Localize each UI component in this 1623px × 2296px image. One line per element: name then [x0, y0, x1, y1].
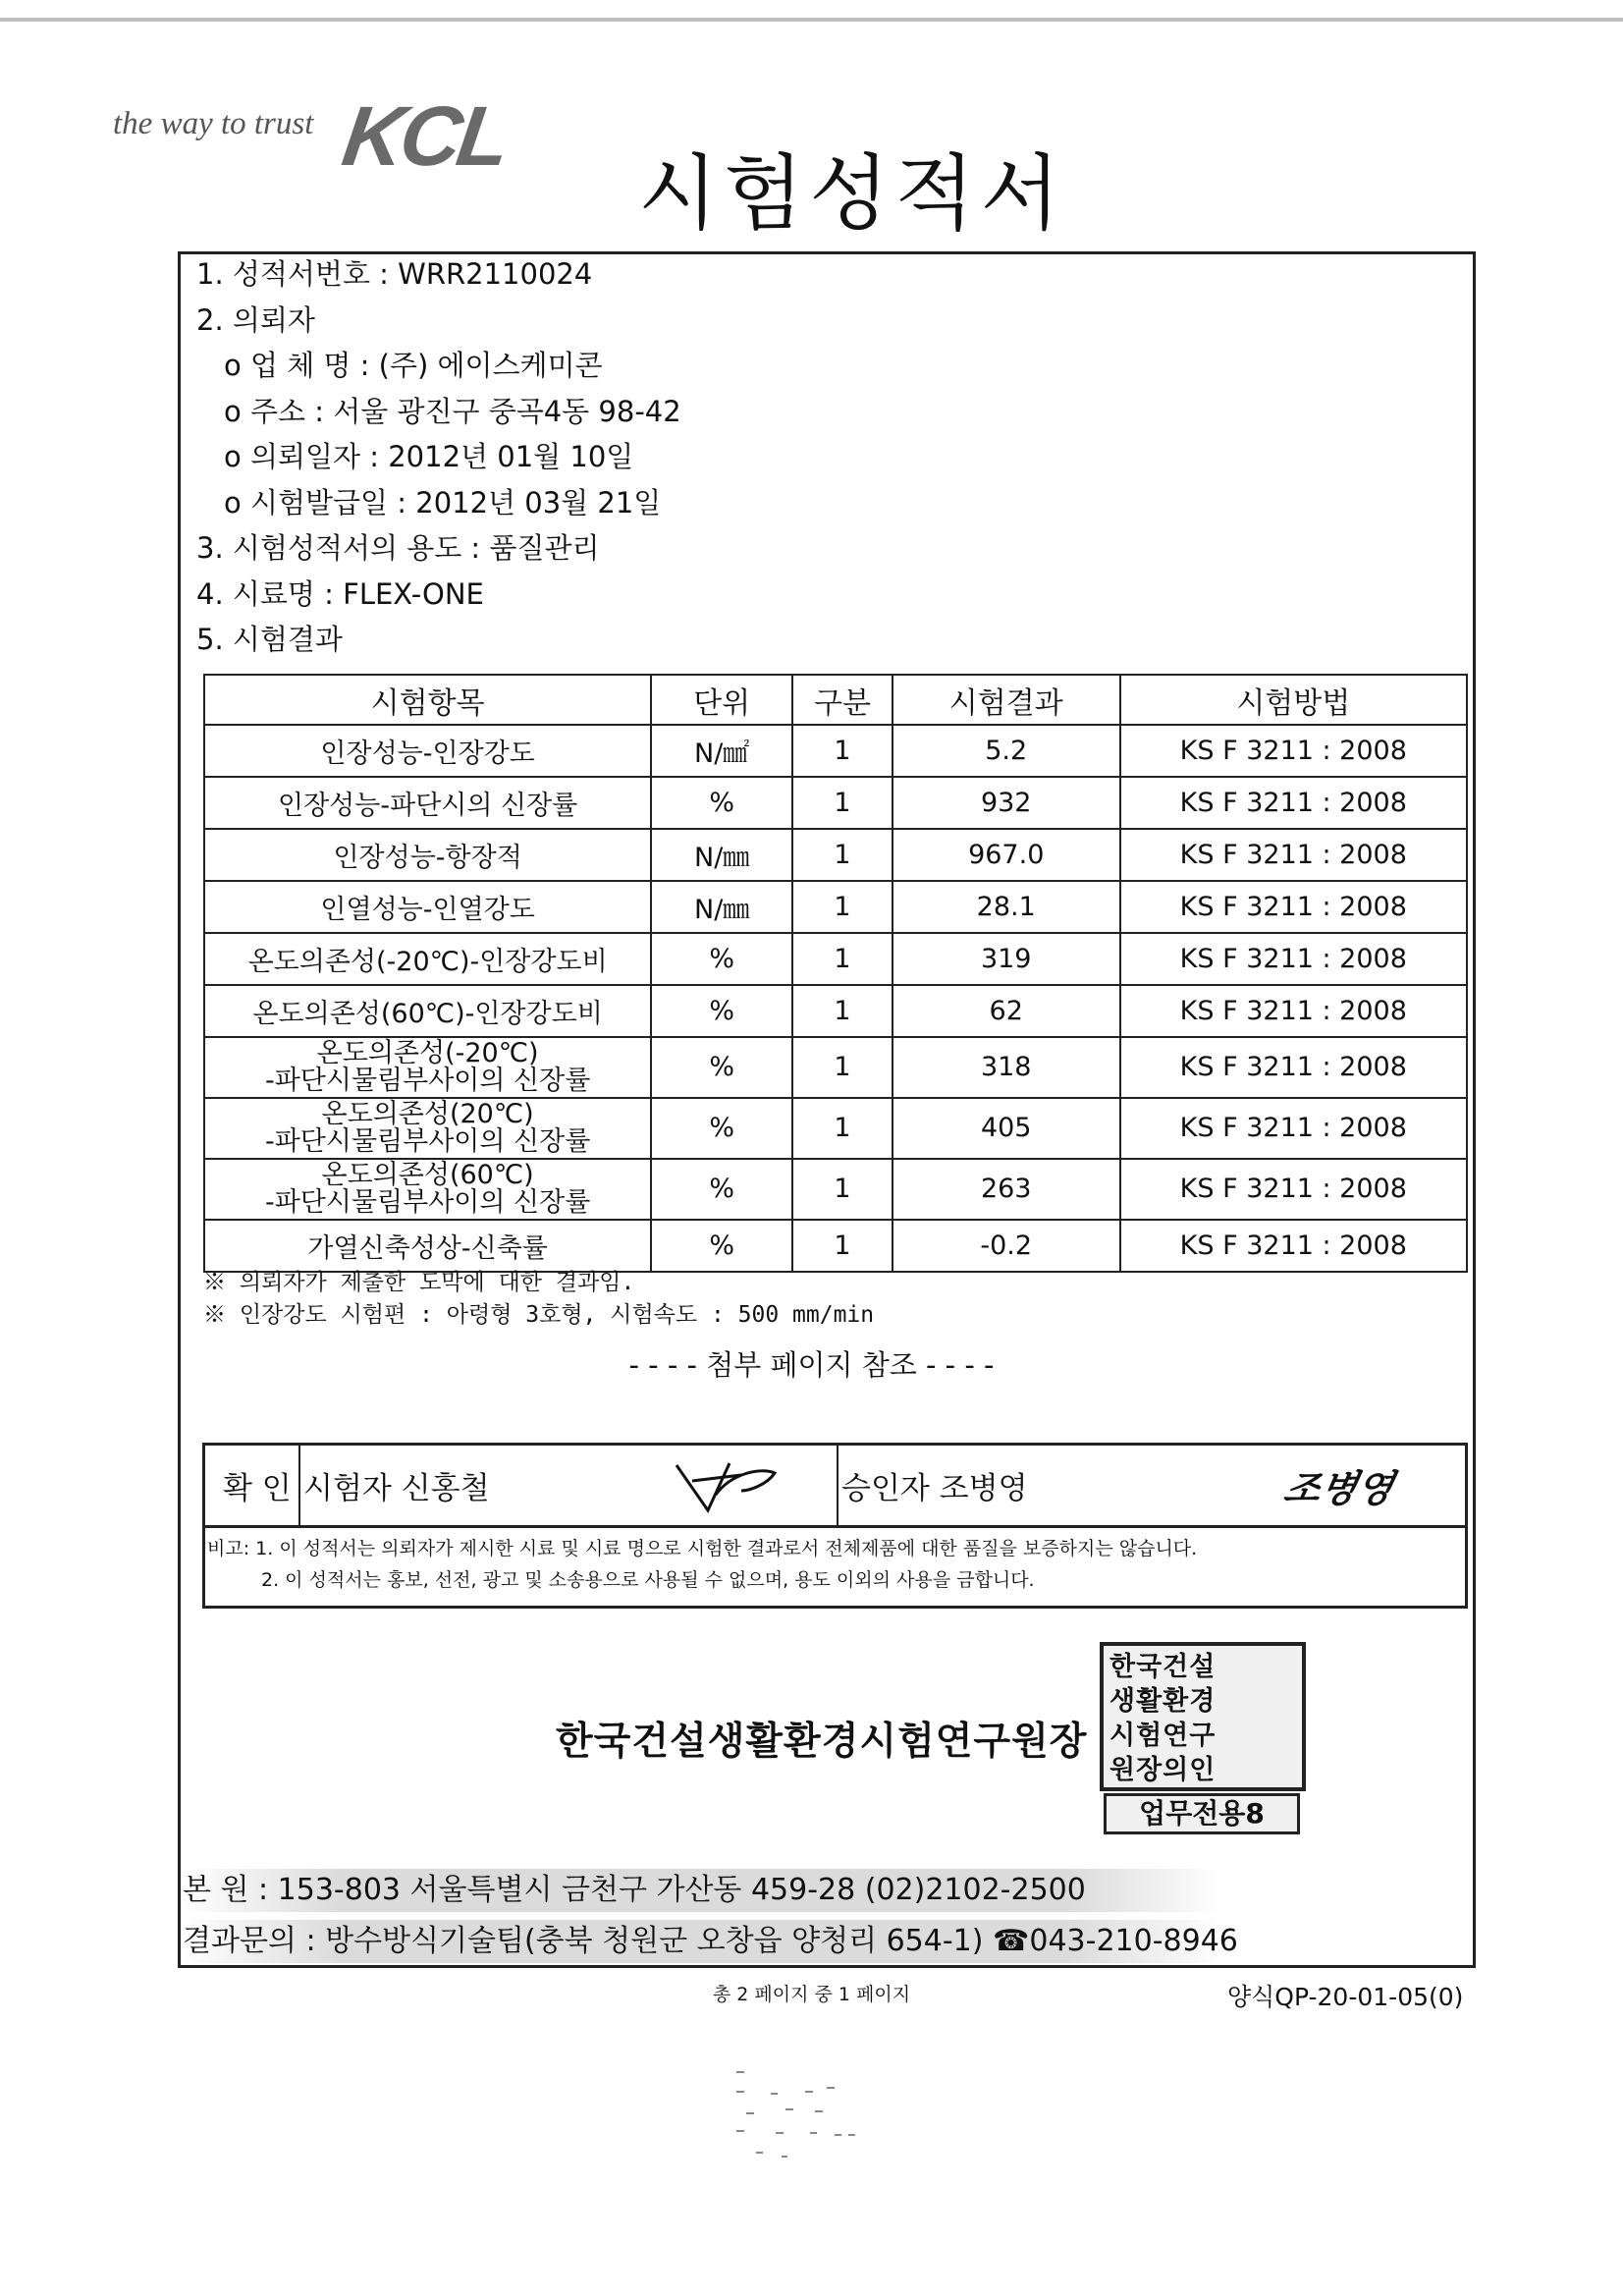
- table-cell-unit: %: [651, 1159, 792, 1220]
- table-cell-result: 932: [893, 777, 1120, 829]
- table-cell-result: 405: [893, 1098, 1120, 1159]
- tester-signature: [673, 1455, 800, 1518]
- table-cell-result: 263: [893, 1159, 1120, 1220]
- table-cell-div: 1: [792, 1037, 893, 1098]
- table-row: [204, 985, 1467, 1037]
- approval-label: 확 인: [223, 1471, 292, 1506]
- seal-line: 생활환경: [1109, 1686, 1217, 1717]
- table-cell-unit: %: [651, 1037, 792, 1098]
- table-cell-result: 5.2: [893, 725, 1120, 777]
- table-cell-unit: N/㎟: [651, 725, 792, 777]
- sample-name: 4. 시료명 : FLEX-ONE: [196, 576, 484, 611]
- table-cell-method: KS F 3211 : 2008: [1120, 1098, 1467, 1159]
- scan-edge-line: [0, 18, 1623, 22]
- table-row: [204, 1220, 1467, 1272]
- seal-line: 시험연구: [1109, 1721, 1217, 1751]
- results-heading: 5. 시험결과: [196, 623, 343, 656]
- table-cell-div: 1: [792, 1220, 893, 1272]
- table-header-row: [204, 675, 1467, 725]
- page-indicator: 총 2 페이지 중 1 페이지: [712, 1984, 911, 2005]
- table-cell-unit: %: [651, 933, 792, 985]
- table-row: [204, 725, 1467, 777]
- table-cell-div: 1: [792, 985, 893, 1037]
- table-cell-method: KS F 3211 : 2008: [1120, 777, 1467, 829]
- client-heading: 2. 의뢰자: [196, 302, 315, 337]
- test-results-table: [203, 674, 1468, 1273]
- table-cell-method: KS F 3211 : 2008: [1120, 725, 1467, 777]
- table-cell-div: 1: [792, 1159, 893, 1220]
- note-test-specimen: ※ 인장강도 시험편 : 아령형 3호형, 시험속도 : 500 mm/min: [203, 1302, 875, 1328]
- table-cell-result: 967.0: [893, 829, 1120, 881]
- institute-name: 한국건설생활환경시험연구원장: [556, 1720, 1088, 1764]
- table-cell-div: 1: [792, 725, 893, 777]
- column-header: 시험항목: [204, 675, 651, 725]
- table-cell-div: 1: [792, 881, 893, 933]
- table-cell-item: 온도의존성(60℃)-인장강도비: [204, 985, 651, 1037]
- form-code: 양식QP-20-01-05(0): [1227, 1983, 1464, 2011]
- table-cell-method: KS F 3211 : 2008: [1120, 881, 1467, 933]
- table-cell-item: 인장성능-항장적: [204, 829, 651, 881]
- table-cell-item: 온도의존성(20℃) -파단시물림부사이의 신장률: [204, 1098, 651, 1159]
- table-cell-method: KS F 3211 : 2008: [1120, 1159, 1467, 1220]
- company-address: o 주소 : 서울 광진구 중곡4동 98-42: [224, 394, 681, 428]
- table-cell-div: 1: [792, 1098, 893, 1159]
- table-row: [204, 1159, 1467, 1220]
- report-number: 1. 성적서번호 : WRR2110024: [196, 257, 593, 291]
- table-cell-result: 28.1: [893, 881, 1120, 933]
- table-cell-div: 1: [792, 933, 893, 985]
- table-cell-method: KS F 3211 : 2008: [1120, 985, 1467, 1037]
- table-cell-item: 온도의존성(60℃) -파단시물림부사이의 신장률: [204, 1159, 651, 1220]
- table-cell-unit: %: [651, 1220, 792, 1272]
- table-cell-result: 319: [893, 933, 1120, 985]
- table-row: [204, 933, 1467, 985]
- approval-box: [202, 1443, 1468, 1528]
- head-office-contact: 본 원 : 153-803 서울특별시 금천구 가산동 459-28 (02)2102-2500: [183, 1869, 1223, 1912]
- table-cell-unit: %: [651, 985, 792, 1037]
- table-cell-item: 인장성능-파단시의 신장률: [204, 777, 651, 829]
- approval-divider: [837, 1446, 839, 1525]
- table-cell-method: KS F 3211 : 2008: [1120, 1220, 1467, 1272]
- inquiry-contact: 결과문의 : 방수방식기술팀(충북 청원군 오창읍 양청리 654-1) ☎043-210-8946: [183, 1920, 1223, 1963]
- request-date: o 의뢰일자 : 2012년 01월 10일: [224, 440, 634, 473]
- table-cell-method: KS F 3211 : 2008: [1120, 1037, 1467, 1098]
- report-info: [196, 251, 1434, 663]
- column-header: 구분: [792, 675, 893, 725]
- table-cell-div: 1: [792, 829, 893, 881]
- table-row: [204, 1037, 1467, 1098]
- table-cell-unit: N/㎜: [651, 881, 792, 933]
- report-purpose: 3. 시험성적서의 용도 : 품질관리: [196, 531, 600, 565]
- table-cell-unit: N/㎜: [651, 829, 792, 881]
- table-cell-item: 인장성능-인장강도: [204, 725, 651, 777]
- table-row: [204, 881, 1467, 933]
- remarks-box: [202, 1528, 1468, 1609]
- seal-line: 한국건설: [1109, 1652, 1217, 1682]
- approver-signature: 조병영: [1279, 1467, 1398, 1510]
- attachment-reference: - - - - 첨부 페이지 참조 - - - -: [628, 1348, 995, 1382]
- table-row: [204, 1098, 1467, 1159]
- column-header: 시험결과: [893, 675, 1120, 725]
- seal-bottom: 업무전용8: [1104, 1793, 1300, 1834]
- table-row: [204, 777, 1467, 829]
- approver-name: 승인자 조병영: [841, 1471, 1028, 1506]
- table-cell-div: 1: [792, 777, 893, 829]
- tester-name: 시험자 신홍철: [303, 1471, 490, 1506]
- document-title: 시험성적서: [638, 145, 1066, 242]
- table-cell-method: KS F 3211 : 2008: [1120, 933, 1467, 985]
- table-cell-result: 318: [893, 1037, 1120, 1098]
- seal-line: 원장의인: [1109, 1755, 1217, 1785]
- table-cell-item: 온도의존성(-20℃)-인장강도비: [204, 933, 651, 985]
- scan-noise-marks: [717, 2062, 952, 2170]
- table-cell-method: KS F 3211 : 2008: [1120, 829, 1467, 881]
- approval-divider: [298, 1446, 300, 1525]
- table-notes: [203, 1267, 874, 1332]
- table-cell-result: 62: [893, 985, 1120, 1037]
- column-header: 시험방법: [1120, 675, 1467, 725]
- column-header: 단위: [651, 675, 792, 725]
- table-cell-item: 온도의존성(-20℃) -파단시물림부사이의 신장률: [204, 1037, 651, 1098]
- official-seal: [1100, 1642, 1310, 1838]
- note-submitted-sample: ※ 의뢰자가 제출한 도막에 대한 결과임.: [203, 1270, 635, 1295]
- kcl-logo: KCL: [337, 89, 513, 184]
- table-cell-item: 인열성능-인열강도: [204, 881, 651, 933]
- table-row: [204, 829, 1467, 881]
- table-cell-unit: %: [651, 777, 792, 829]
- table-cell-result: -0.2: [893, 1220, 1120, 1272]
- remark-line: 2. 이 성적서는 홍보, 선전, 광고 및 소송용으로 사용될 수 없으며, 용도 이외의 사용을 금합니다.: [261, 1569, 1035, 1591]
- company-name: o 업 체 명 : (주) 에이스케미콘: [224, 349, 603, 382]
- issue-date: o 시험발급일 : 2012년 03월 21일: [224, 485, 662, 519]
- company-tagline: the way to trust: [113, 106, 314, 141]
- table-cell-item: 가열신축성상-신축률: [204, 1220, 651, 1272]
- table-cell-unit: %: [651, 1098, 792, 1159]
- remark-line: 비고: 1. 이 성적서는 의뢰자가 제시한 시료 및 시료 명으로 시험한 결과로서 전체제품에 대한 품질을 보증하지는 않습니다.: [207, 1538, 1198, 1559]
